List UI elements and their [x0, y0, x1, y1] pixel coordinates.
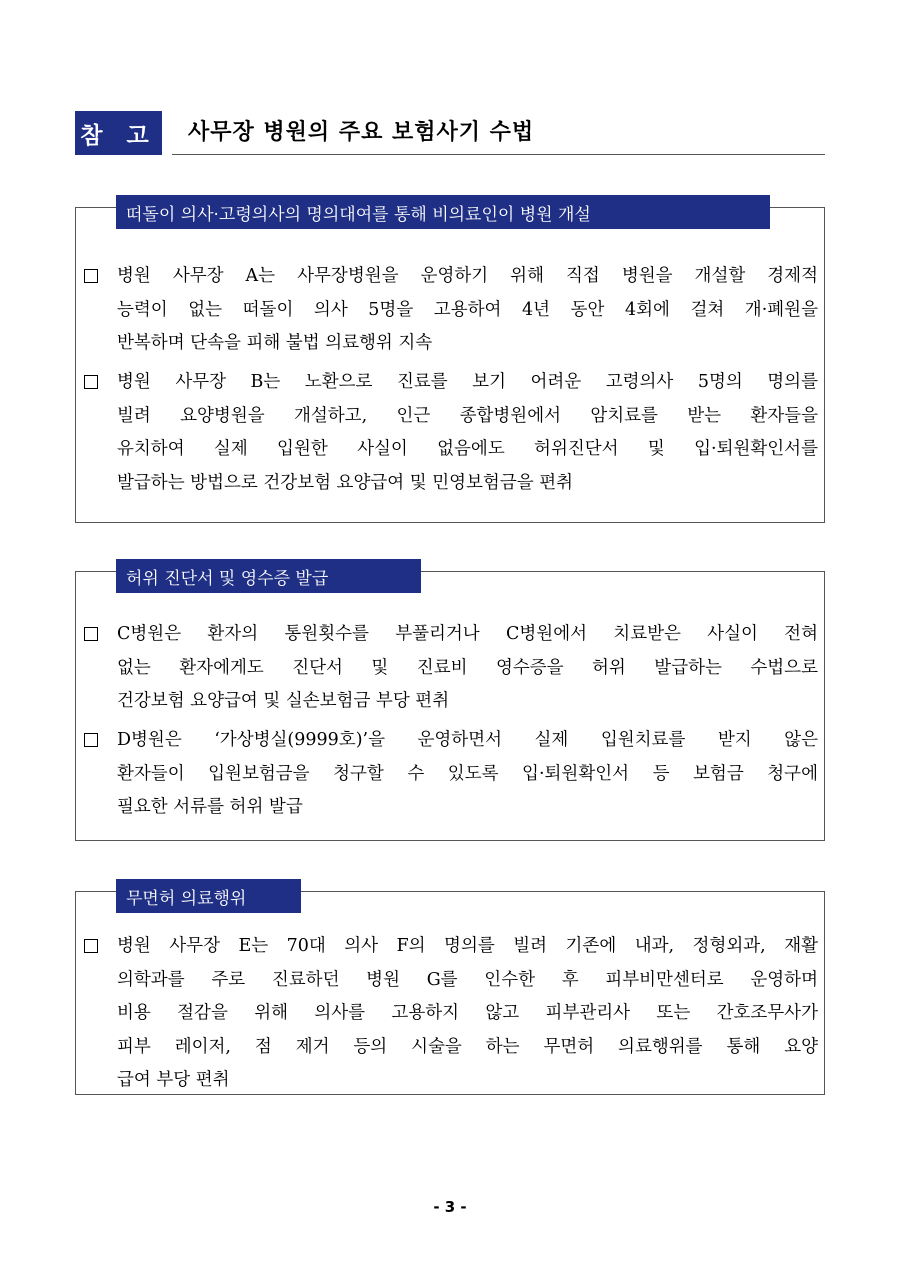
- section-label-3: 무면허 의료행위: [116, 879, 301, 913]
- title-underline: [172, 154, 825, 155]
- item-line: 병원 사무장 B는 노환으로 진료를 보기 어려운 고령의사 5명의 명의를: [117, 372, 818, 392]
- item-line: 유치하여 실제 입원한 사실이 없음에도 허위진단서 및 입·퇴원확인서를: [117, 439, 818, 459]
- section-label-1: 떠돌이 의사·고령의사의 명의대여를 통해 비의료인이 병원 개설: [116, 195, 770, 229]
- list-item: [84, 724, 818, 825]
- item-line: 피부 레이저, 점 제거 등의 시술을 하는 무면허 의료행위를 통해 요양: [117, 1036, 818, 1057]
- list-item: [84, 930, 818, 1098]
- checkbox-icon: [84, 269, 98, 283]
- item-line: 환자들이 입원보험금을 청구할 수 있도록 입·퇴원확인서 등 보험금 청구에: [117, 763, 818, 784]
- item-line: 발급하는 방법으로 건강보험 요양급여 및 민영보험금을 편취: [117, 472, 573, 493]
- item-line: 필요한 서류를 허위 발급: [117, 797, 303, 817]
- item-line: 병원 사무장 A는 사무장병원을 운영하기 위해 직접 병원을 개설할 경제적: [117, 266, 818, 286]
- item-line: 능력이 없는 떠돌이 의사 5명을 고용하여 4년 동안 4회에 걸쳐 개·폐원을: [117, 299, 818, 320]
- item-line: 비용 절감을 위해 의사를 고용하지 않고 피부관리사 또는 간호조무사가: [117, 1003, 818, 1023]
- item-line: 반복하며 단속을 피해 불법 의료행위 지속: [117, 333, 433, 353]
- item-line: 급여 부당 편취: [117, 1070, 230, 1090]
- item-line: 병원 사무장 E는 70대 의사 F의 명의를 빌려 기존에 내과, 정형외과, 재활: [117, 936, 818, 956]
- page-title: 사무장 병원의 주요 보험사기 수법: [188, 120, 535, 145]
- item-line: 빌려 요양병원을 개설하고, 인근 종합병원에서 암치료를 받는 환자들을: [117, 405, 818, 426]
- list-item: [84, 618, 818, 719]
- checkbox-icon: [84, 627, 98, 641]
- reference-badge: 참 고: [75, 111, 162, 155]
- item-line: D병원은 ‘가상병실(9999호)’을 운영하면서 실제 입원치료를 받지 않은: [117, 730, 818, 750]
- section-label-2: 허위 진단서 및 영수증 발급: [116, 559, 421, 593]
- list-item: [84, 366, 818, 500]
- section-box-1: [75, 204, 825, 523]
- checkbox-icon: [84, 939, 98, 953]
- item-line: C병원은 환자의 통원횟수를 부풀리거나 C병원에서 치료받은 사실이 전혀: [117, 624, 818, 644]
- checkbox-icon: [84, 733, 98, 747]
- item-line: 의학과를 주로 진료하던 병원 G를 인수한 후 피부비만센터로 운영하며: [117, 969, 818, 990]
- item-line: 없는 환자에게도 진단서 및 진료비 영수증을 허위 발급하는 수법으로: [117, 657, 818, 678]
- list-item: [84, 260, 818, 361]
- section-box-2: [75, 568, 825, 841]
- page-number: - 3 -: [433, 1198, 467, 1216]
- checkbox-icon: [84, 375, 98, 389]
- section-box-3: [75, 888, 825, 1095]
- item-line: 건강보험 요양급여 및 실손보험금 부당 편취: [117, 691, 450, 711]
